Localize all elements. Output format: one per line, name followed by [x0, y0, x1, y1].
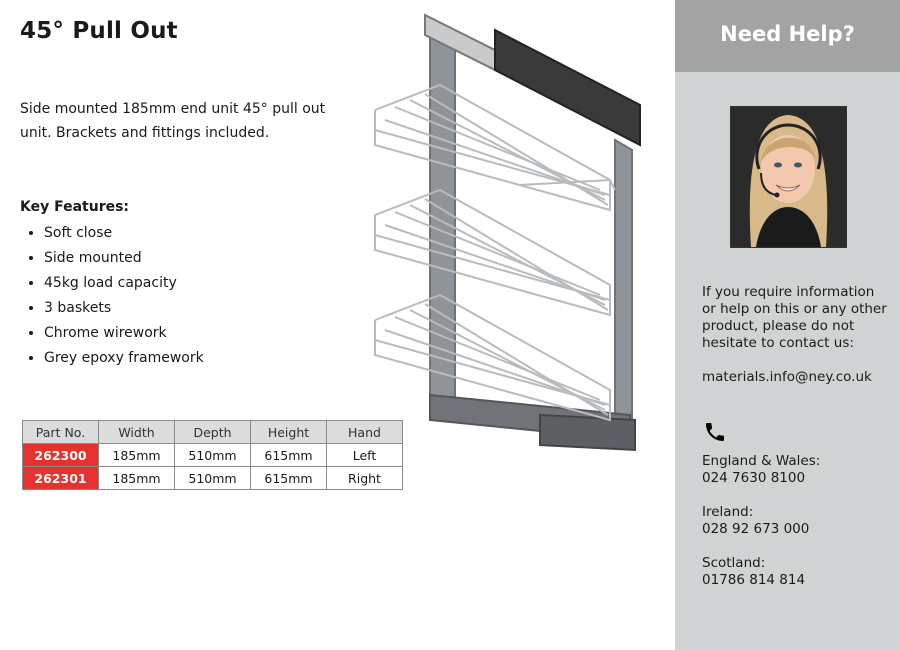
table-header-row — [23, 421, 403, 444]
table-cell: 615mm — [251, 467, 327, 490]
help-text: If you require information or help on this or any other product, please do not hesitate to contact us: — [702, 284, 887, 351]
contact-email[interactable]: materials.info@ney.co.uk — [702, 369, 872, 385]
contact-number[interactable]: 024 7630 8100 — [702, 470, 806, 486]
column-header: Height — [251, 421, 327, 444]
feature-list — [20, 221, 204, 371]
table-cell: 185mm — [99, 444, 175, 467]
feature-item: • 3 baskets — [44, 296, 204, 321]
feature-item: • Soft close — [44, 221, 204, 246]
feature-item: • 45kg load capacity — [44, 271, 204, 296]
help-sidebar — [675, 0, 900, 650]
part-number-cell: 262300 — [23, 444, 99, 467]
contact-region: Ireland: — [702, 504, 754, 520]
column-header: Depth — [175, 421, 251, 444]
table-row — [23, 444, 403, 467]
feature-item: • Grey epoxy framework — [44, 346, 204, 371]
phone-icon — [703, 420, 727, 444]
contact-number[interactable]: 028 92 673 000 — [702, 521, 810, 537]
key-features-heading: Key Features: — [20, 199, 130, 215]
contact-region: Scotland: — [702, 555, 766, 571]
column-header: Part No. — [23, 421, 99, 444]
table-cell: 510mm — [175, 444, 251, 467]
table-cell: 185mm — [99, 467, 175, 490]
contact-number[interactable]: 01786 814 814 — [702, 572, 806, 588]
feature-item: • Side mounted — [44, 246, 204, 271]
table-cell: 615mm — [251, 444, 327, 467]
contact-ireland — [702, 504, 809, 538]
sidebar-heading: Need Help? — [675, 0, 900, 72]
parts-table — [22, 420, 403, 490]
part-number-cell: 262301 — [23, 467, 99, 490]
support-agent-avatar — [730, 106, 847, 248]
contact-scotland — [702, 555, 805, 589]
pull-out-product-image — [360, 10, 650, 460]
table-row — [23, 467, 403, 490]
column-header: Hand — [327, 421, 403, 444]
feature-item: • Chrome wirework — [44, 321, 204, 346]
product-description: Side mounted 185mm end unit 45° pull out unit. Brackets and fittings included. — [20, 101, 326, 141]
column-header: Width — [99, 421, 175, 444]
table-cell: 510mm — [175, 467, 251, 490]
contact-england-wales — [702, 453, 820, 487]
page-title: 45° Pull Out — [20, 18, 178, 44]
table-cell: Right — [327, 467, 403, 490]
table-cell: Left — [327, 444, 403, 467]
contact-region: England & Wales: — [702, 453, 821, 469]
